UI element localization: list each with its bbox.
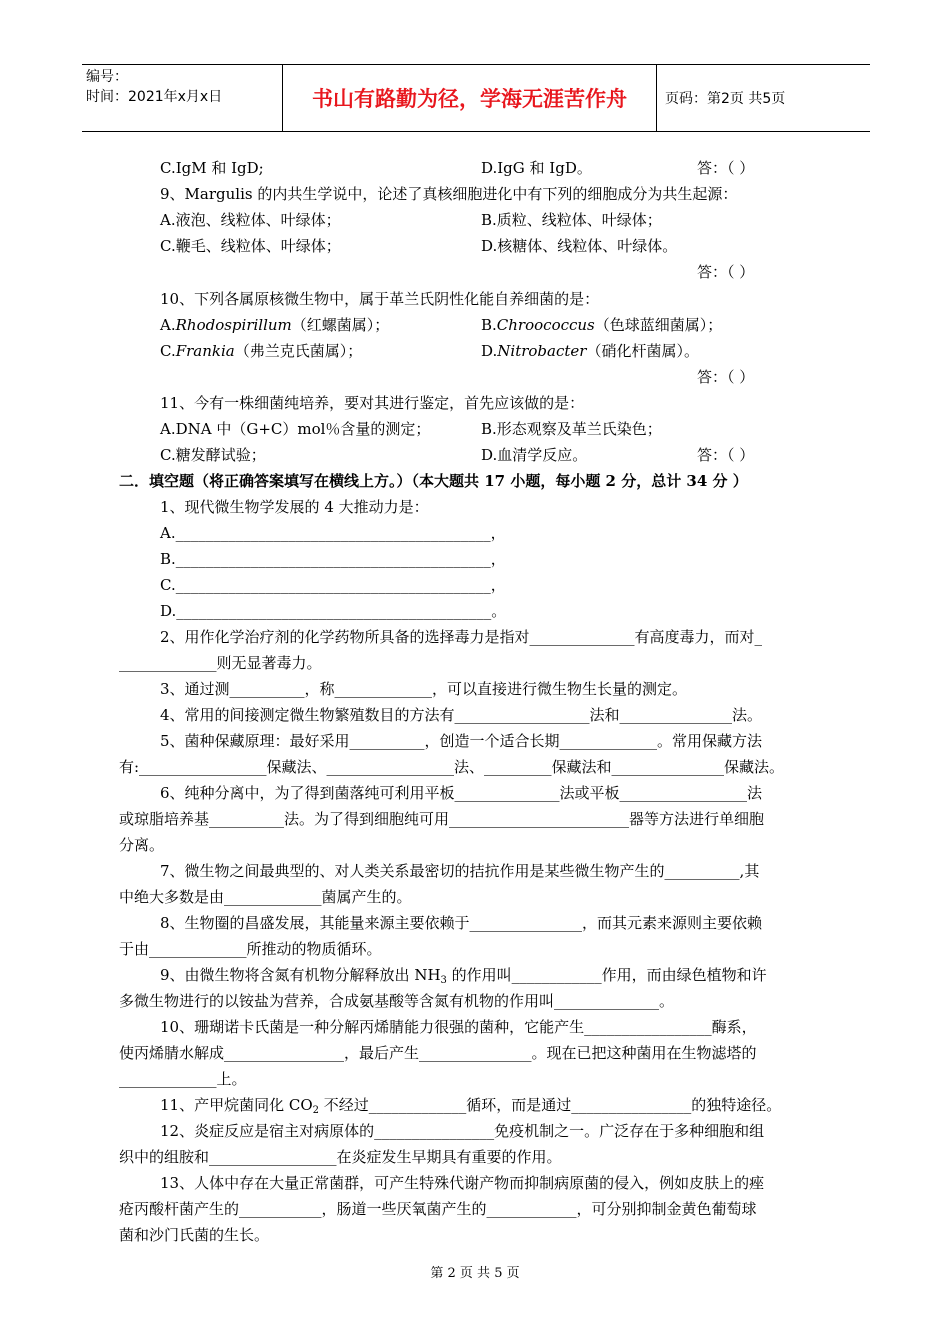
fill-10-line-3: _____________上。: [119, 1070, 247, 1088]
fill-10-line-1: 10、珊瑚诺卡氏菌是一种分解丙烯腈能力很强的菌种，它能产生_________________酶系，: [160, 1018, 757, 1036]
fill-5-line-2: 有:_________________保藏法、_________________法、_________保藏法和_______________保藏法。: [119, 758, 785, 776]
q11-answer: 答：（ ）: [697, 446, 755, 464]
fill-8-line-1: 8、生物圈的昌盛发展，其能量来源主要依赖于_______________，而其元素来源则主要依赖: [160, 914, 763, 932]
q9-option-b: B.质粒、线粒体、叶绿体；: [481, 211, 662, 229]
fill-3: 3、通过测__________，称_____________，可以直接进行微生物生长量的测定。: [160, 680, 688, 698]
q8-option-d: D.IgG 和 IgD。: [481, 159, 592, 177]
fill-11: 11、产甲烷菌同化 $CO_2$ 不经过_____________循环，而是通过________________的独特途径。: [160, 1096, 782, 1116]
fill-6-line-2: 或琼脂培养基__________法。为了得到细胞纯可用________________________器等方法进行单细胞: [119, 810, 765, 828]
q8-answer: 答：（ ）: [697, 159, 755, 177]
q9-option-a: A.液泡、线粒体、叶绿体；: [160, 211, 341, 229]
fill-1-stem: 1、现代微生物学发展的 4 大推动力是：: [160, 498, 429, 516]
section-2-title: 二．填空题（将正确答案填写在横线上方。）（本大题共 17 小题，每小题 2 分，总计 34 分 ）: [119, 472, 748, 490]
fill-1-line-a: A.__________________________________________，: [160, 524, 506, 542]
fill-12-line-1: 12、炎症反应是宿主对病原体的________________免疫机制之一。广泛存在于多种细胞和组: [160, 1122, 765, 1140]
q10-option-d: D.Nitrobacter（硝化杆菌属）。: [481, 342, 699, 360]
fill-1-line-b: B.__________________________________________，: [160, 550, 506, 568]
fill-13-line-3: 菌和沙门氏菌的生长。: [119, 1226, 270, 1244]
q10-option-a: A.Rhodospirillum（红螺菌属）；: [160, 316, 390, 334]
page-header: [82, 64, 870, 132]
q9-option-c: C.鞭毛、线粒体、叶绿体；: [160, 237, 341, 255]
fill-7-line-2: 中绝大多数是由_____________菌属产生的。: [119, 888, 412, 906]
fill-12-line-2: 织中的组胺和_________________在炎症发生早期具有重要的作用。: [119, 1148, 562, 1166]
q9-stem: 9、Margulis 的内共生学说中，论述了真核细胞进化中有下列的细胞成分为共生起源：: [160, 185, 738, 203]
q11-option-b: B.形态观察及革兰氏染色；: [481, 420, 662, 438]
q10-answer: 答：（ ）: [697, 368, 755, 386]
fill-9-line-1: 9、由微生物将含氮有机物分解释放出 $NH_3$ 的作用叫____________作用，而由绿色植物和许: [160, 966, 767, 986]
fill-7-line-1: 7、微生物之间最典型的、对人类关系最密切的拮抗作用是某些微生物产生的__________,其: [160, 862, 760, 880]
fill-1-line-d: D.__________________________________________。: [160, 602, 507, 620]
fill-8-line-2: 于由_____________所推动的物质循环。: [119, 940, 382, 958]
q8-option-c: C.IgM 和 IgD;: [160, 159, 264, 177]
q11-stem: 11、今有一株细菌纯培养，要对其进行鉴定，首先应该做的是：: [160, 394, 585, 412]
fill-13-line-2: 疮丙酸杆菌产生的___________，肠道一些厌氧菌产生的____________，可分别抑制金黄色葡萄球: [119, 1200, 757, 1218]
q10-stem: 10、下列各属原核微生物中，属于革兰氏阴性化能自养细菌的是：: [160, 290, 600, 308]
date-label: 时间：2021年x月x日: [86, 89, 223, 105]
serial-label: 编号：: [86, 69, 128, 85]
q11-option-c: C.糖发酵试验；: [160, 446, 266, 464]
fill-1-line-c: C.__________________________________________，: [160, 576, 506, 594]
q10-option-b: B.Chroococcus（色球蓝细菌属）；: [481, 316, 723, 334]
fill-5-line-1: 5、菌种保藏原理：最好采用__________，创造一个适合长期_____________。常用保藏方法: [160, 732, 763, 750]
header-meta: [82, 65, 283, 131]
fill-6-line-1: 6、纯种分离中，为了得到菌落纯可利用平板______________法或平板_________________法: [160, 784, 763, 802]
q11-option-d: D.血清学反应。: [481, 446, 588, 464]
header-motto: 书山有路勤为径，学海无涯苦作舟: [283, 65, 657, 131]
fill-2-line-2: _____________则无显著毒力。: [119, 654, 322, 672]
q9-answer: 答：（ ）: [697, 263, 755, 281]
q11-option-a: A.DNA 中（G+C）mol％含量的测定；: [160, 420, 431, 438]
fill-13-line-1: 13、人体中存在大量正常菌群，可产生特殊代谢产物而抑制病原菌的侵入，例如皮肤上的痤: [160, 1174, 765, 1192]
q9-option-d: D.核糖体、线粒体、叶绿体。: [481, 237, 678, 255]
fill-4: 4、常用的间接测定微生物繁殖数目的方法有__________________法和_______________法。: [160, 706, 763, 724]
fill-6-line-3: 分离。: [119, 836, 165, 854]
page-footer: 第 2 页 共 5 页: [430, 1266, 520, 1281]
header-page-label: 页码：第2页 共5页: [665, 91, 786, 107]
fill-10-line-2: 使丙烯腈水解成________________，最后产生_______________。现在已把这种菌用在生物滤塔的: [119, 1044, 757, 1062]
fill-9-line-2: 多微生物进行的以铵盐为营养，合成氨基酸等含氮有机物的作用叫______________。: [119, 992, 675, 1010]
q10-option-c: C.Frankia（弗兰克氏菌属）；: [160, 342, 363, 360]
fill-2-line-1: 2、用作化学治疗剂的化学药物所具备的选择毒力是指对______________有高度毒力，而对_: [160, 628, 763, 646]
